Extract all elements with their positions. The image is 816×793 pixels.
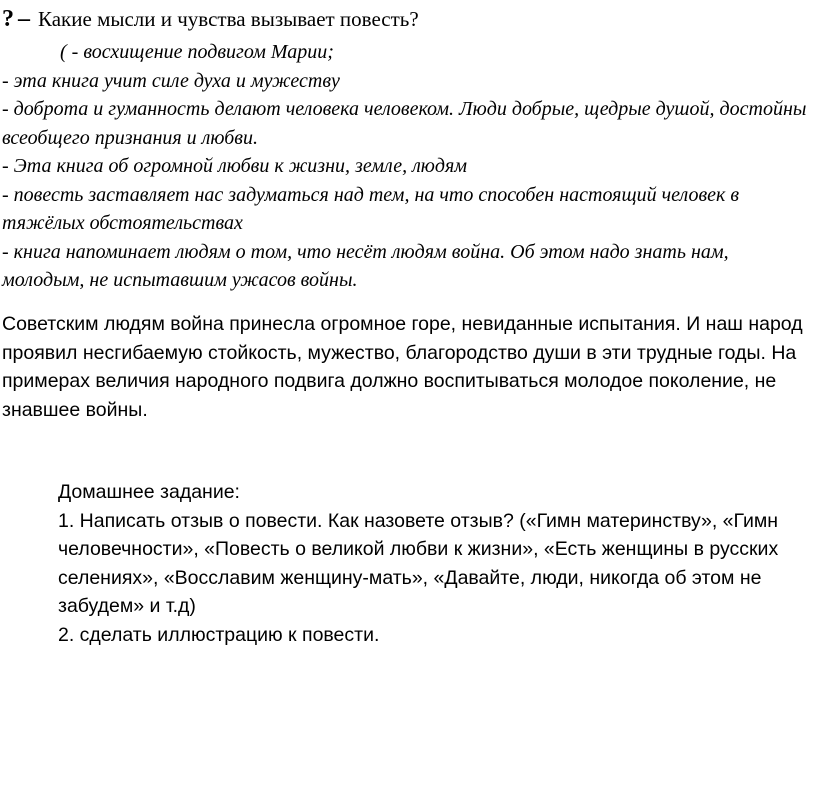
question-mark: ?	[2, 6, 14, 32]
homework-item: 1. Написать отзыв о повести. Как назовете отзыв? («Гимн материнству», «Гимн человечности», «Повесть о великой любви к жизни», «Есть женщины в русских селениях», «Восславим женщину-мать», «Давайте, люди, никогда об этом не забудем» и т.д)	[58, 509, 779, 617]
answer-item: - повесть заставляет нас задуматься над тем, на что способен настоящий человек в тяжёлых обстоятельствах	[2, 183, 740, 234]
answer-item: ( - восхищение подвигом Марии;	[60, 41, 334, 63]
answer-item: - Эта книга об огромной любви к жизни, земле, людям	[2, 155, 468, 177]
summary-paragraph: Советским людям война принесла огромное горе, невиданные испытания. И наш народ проявил несгибаемую стойкость, мужество, благородство души в эти трудные годы. На примерах величия народного подвига должно воспитываться молодое поколение, не знавшее войны.	[2, 313, 803, 421]
answer-item: - эта книга учит силе духа и мужеству	[2, 69, 340, 92]
answer-item: - доброта и гуманность делают человека человеком. Люди добрые, щедрые душой, достойны всеобщего признания и любви.	[2, 98, 807, 149]
answer-item: - книга напоминает людям о том, что несёт людям война. Об этом надо знать нам, молодым, не испытавшим ужасов войны.	[2, 240, 729, 291]
homework-title: Домашнее задание:	[58, 481, 240, 503]
question-line	[2, 6, 419, 33]
question-text: Какие мысли и чувства вызывает повесть?	[38, 7, 419, 31]
answer-list	[2, 38, 814, 295]
question-dash: –	[18, 6, 30, 32]
homework-section	[58, 478, 816, 649]
homework-item: 2. сделать иллюстрацию к повести.	[58, 623, 380, 646]
